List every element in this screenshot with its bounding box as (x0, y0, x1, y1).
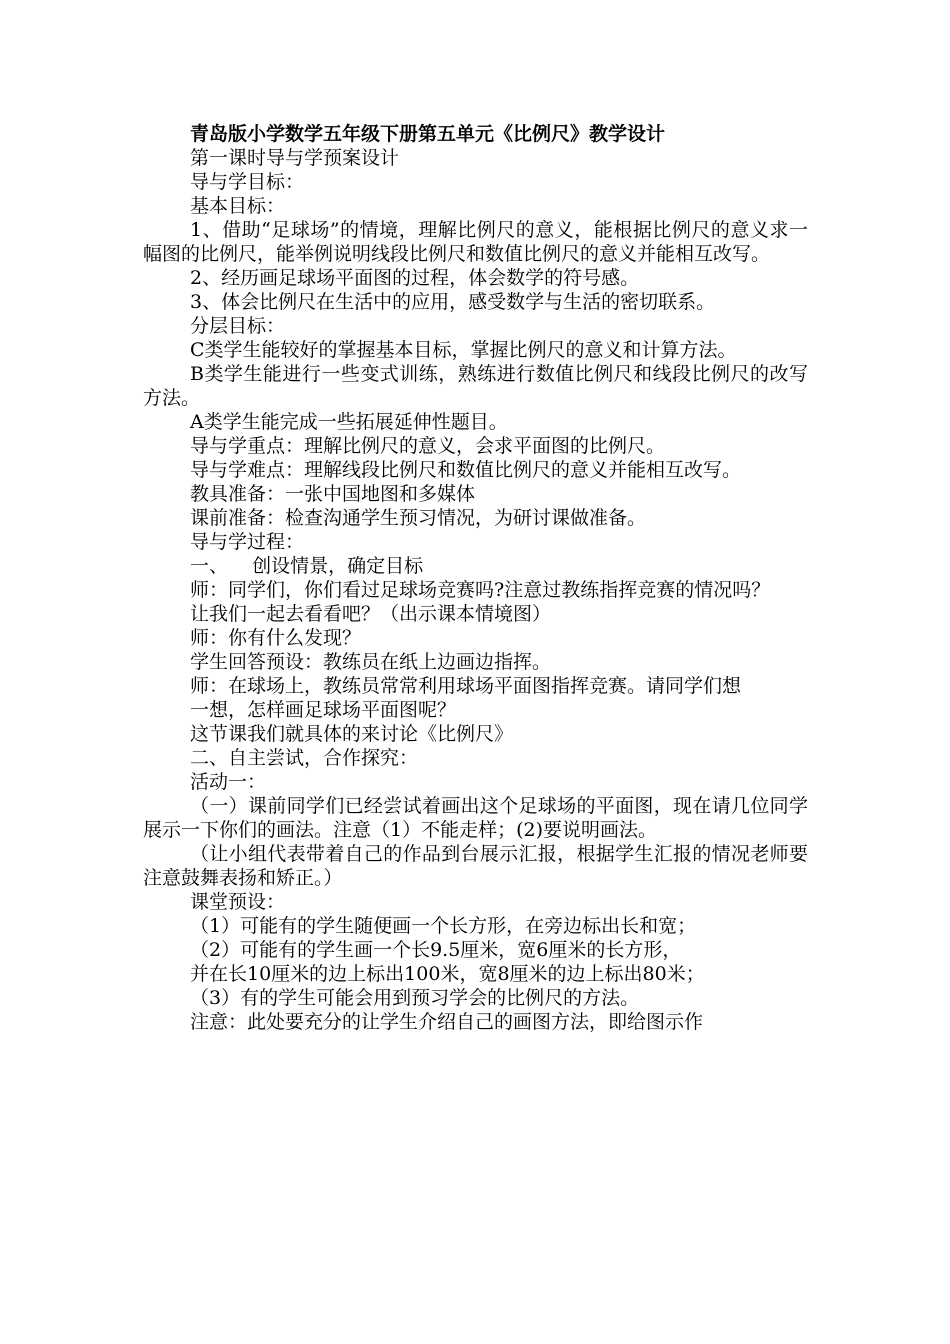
document-title: 青岛版小学数学五年级下册第五单元《比例尺》教学设计 (190, 123, 666, 145)
paragraph: （3）有的学生可能会用到预习学会的比例尺的方法。 (190, 987, 640, 1009)
paragraph: 让我们一起去看看吧？（出示课本情境图） (190, 603, 552, 625)
paragraph: 师：在球场上，教练员常常利用球场平面图指挥竞赛。请同学们想 (190, 675, 742, 697)
paragraph: 基本目标： (190, 195, 286, 217)
paragraph: 导与学重点：理解比例尺的意义，会求平面图的比例尺。 (190, 435, 666, 457)
paragraph: （一）课前同学们已经尝试着画出这个足球场的平面图，现在请几位同学展示一下你们的画法。注意（1）不能走样；(2)要说明画法。 (143, 795, 808, 841)
paragraph: B类学生能进行一些变式训练，熟练进行数值比例尺和线段比例尺的改写方法。 (143, 363, 808, 409)
paragraph: 活动一： (190, 771, 267, 793)
paragraph: 师：同学们，你们看过足球场竞赛吗?注意过教练指挥竞赛的情况吗？ (190, 579, 771, 601)
paragraph: 学生回答预设：教练员在纸上边画边指挥。 (190, 651, 552, 673)
paragraph: （1）可能有的学生随便画一个长方形，在旁边标出长和宽； (190, 915, 697, 937)
paragraph: 分层目标： (190, 315, 286, 337)
paragraph: C类学生能较好的掌握基本目标，掌握比例尺的意义和计算方法。 (190, 339, 737, 361)
paragraph: 这节课我们就具体的来讨论《比例尺》 (190, 723, 514, 745)
paragraph: 2、经历画足球场平面图的过程，体会数学的符号感。 (190, 267, 640, 289)
paragraph: （2）可能有的学生画一个长9.5厘米，宽6厘米的长方形， (190, 939, 682, 961)
paragraph: 师：你有什么发现？ (190, 627, 362, 649)
paragraph: 教具准备：一张中国地图和多媒体 (190, 483, 476, 505)
paragraph: 一想，怎样画足球场平面图呢？ (190, 699, 457, 721)
paragraph: 注意：此处要充分的让学生介绍自己的画图方法，即给图示作 (190, 1011, 704, 1033)
paragraph: 3、体会比例尺在生活中的应用，感受数学与生活的密切联系。 (190, 291, 716, 313)
paragraph: 第一课时导与学预案设计 (190, 147, 400, 169)
paragraph: A类学生能完成一些拓展延伸性题目。 (190, 411, 508, 433)
paragraph: 二、自主尝试，合作探究： (190, 747, 419, 769)
paragraph: 导与学难点：理解线段比例尺和数值比例尺的意义并能相互改写。 (190, 459, 742, 481)
paragraph: 课前准备：检查沟通学生预习情况，为研讨课做准备。 (190, 507, 647, 529)
paragraph: 导与学目标： (190, 171, 305, 193)
paragraph: 1、借助“足球场”的情境，理解比例尺的意义，能根据比例尺的意义求一幅图的比例尺，能举例说明线段比例尺和数值比例尺的意义并能相互改写。 (143, 219, 808, 265)
paragraph: 一、 创设情景，确定目标 (190, 555, 424, 577)
document-page (143, 122, 808, 1034)
paragraph: 并在长10厘米的边上标出100米，宽8厘米的边上标出80米； (190, 963, 705, 985)
paragraph: 课堂预设： (190, 891, 286, 913)
paragraph: 导与学过程： (190, 531, 305, 553)
paragraph: （让小组代表带着自己的作品到台展示汇报，根据学生汇报的情况老师要注意鼓舞表扬和矫正。） (143, 843, 808, 889)
